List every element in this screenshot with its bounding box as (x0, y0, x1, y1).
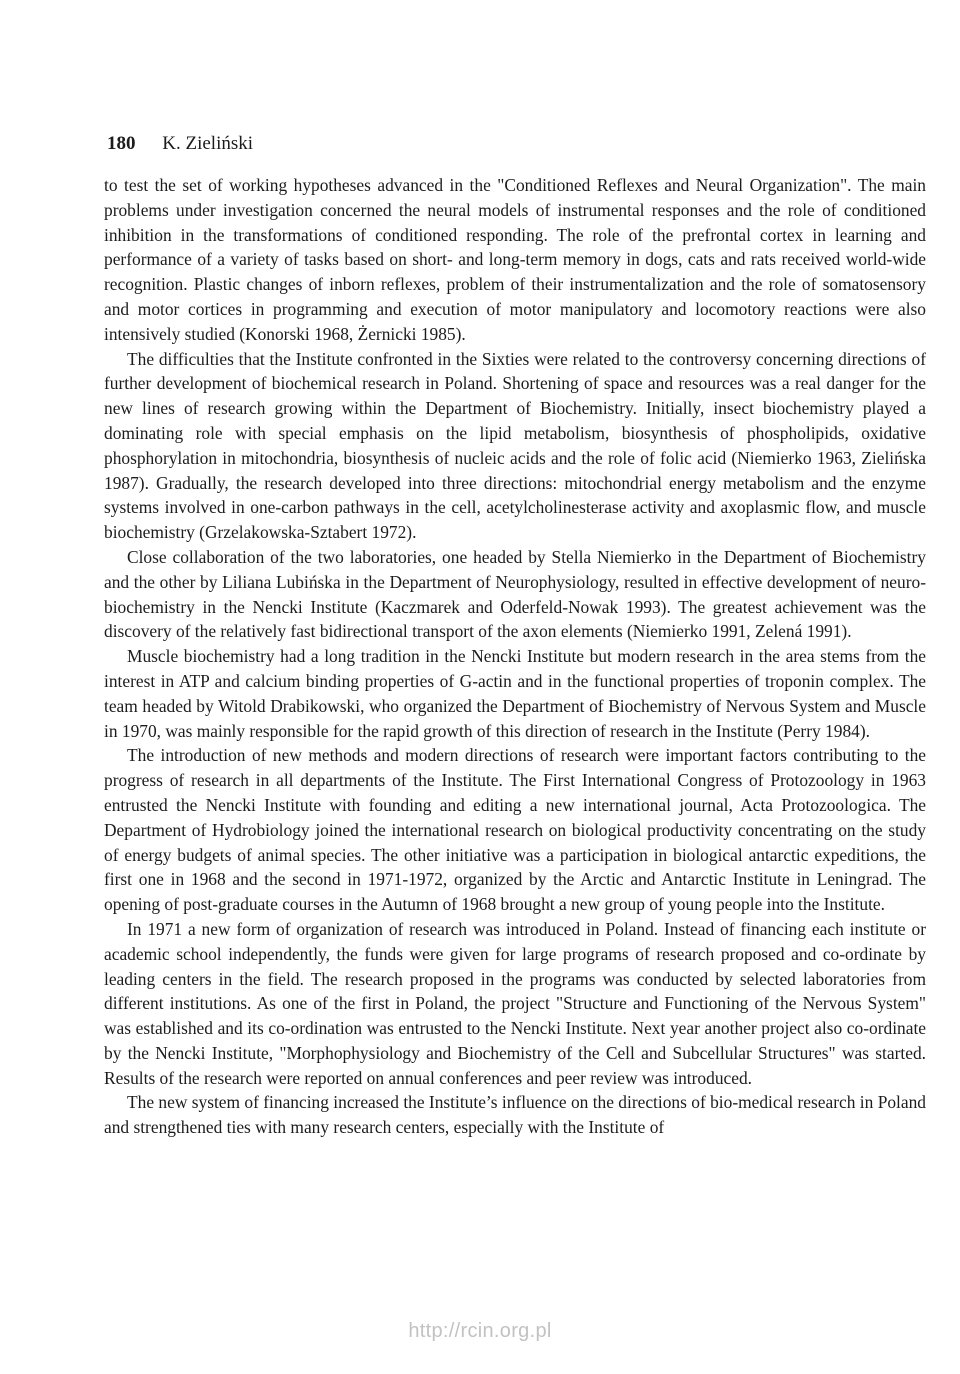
watermark-url: http://rcin.org.pl (408, 1320, 552, 1342)
page-number: 180 (107, 133, 136, 154)
paragraph: Muscle biochemistry had a long tradition in the Nencki Institute but modern research in the area stems from the interest in ATP and calcium binding properties of G-actin and in the functional properties of troponin complex. The team headed by Witold Drabikowski, who organized the Department of Biochemistry of Nervous System and Muscle in 1970, was mainly responsible for the rapid growth of this direction of research in the Institute (Perry 1984). (104, 646, 926, 741)
paragraph: In 1971 a new form of organization of research was introduced in Poland. Instead of financing each institute or academic school independently, the funds were given for large programs of research proposed and co-ordinate by leading centers in the field. The research proposed in the programs was conducted by selected laboratories from different institutions. As one of the first in Poland, the project "Structure and Functioning of the Nervous System" was established and its co-ordination was entrusted to the Nencki Institute. Next year another project also co-ordinate by the Nencki Institute, "Morphophysiology and Biochemistry of the Cell and Subcellular Structures" was started. Results of the research were reported on annual conferences and peer review was introduced. (104, 918, 926, 1088)
paragraph: The introduction of new methods and modern directions of research were important factors contributing to the progress of research in all departments of the Institute. The First International Congress of Protozoology in 1963 entrusted the Nencki Institute with founding and editing a new international journal, Acta Protozoologica. The Department of Hydrobiology joined the international research on biological productivity concentrating on the study of energy budgets of animal species. The other initiative was a participation in biological antarctic expeditions, the first one in 1968 and the second in 1971-1972, organized by the Arctic and Antarctic Institute in Leningrad. The opening of post-graduate courses in the Autumn of 1968 brought a new group of young people into the Institute. (104, 745, 926, 915)
paragraph: The difficulties that the Institute confronted in the Sixties were related to the controversy concerning directions of further development of biochemical research in Poland. Shortening of space and resources was a real danger for the new lines of research growing within the Department of Biochemistry. Initially, insect biochemistry played a dominating role with special emphasis on the lipid metabolism, biosynthesis of phospholipids, oxidative phosphorylation in mitochondria, biosynthesis of nucleic acids and the role of folic acid (Niemierko 1963, Zielińska 1987). Gradually, the research developed into three directions: mitochondrial energy metabolism and the enzyme systems involved in one-carbon pathways in the cell, acetylcholinesterase activity and axoplasmic flow, and muscle biochemistry (Grzelakowska-Sztabert 1972). (104, 348, 926, 543)
paragraph: to test the set of working hypotheses advanced in the "Conditioned Reflexes and Neural Organization". The main problems under investigation concerned the neural models of instrumental responses and the role of conditioned inhibition in the transformations of conditioned responding. The role of the prefrontal cortex in learning and performance of a variety of tasks based on short- and long-term memory in dogs, cats and rats received world-wide recognition. Plastic changes of inborn reflexes, problem of their instrumentalization and the role of somatosensory and motor cortices in programming and execution of motor manipulatory and locomotory reactions were also intensively studied (Konorski 1968, Żernicki 1985). (104, 175, 926, 344)
paragraph: The new system of financing increased the Institute’s influence on the directions of bio-medical research in Poland and strengthened ties with many research centers, especially with the Institute of (104, 1092, 926, 1138)
paragraph: Close collaboration of the two laboratories, one headed by Stella Niemierko in the Department of Biochemistry and the other by Liliana Lubińska in the Department of Neurophysiology, resulted in effective development of neuro-biochemistry in the Nencki Institute (Kaczmarek and Oderfeld-Nowak 1993). The greatest achievement was the discovery of the relatively fast bidirectional transport of the axon elements (Niemierko 1991, Zelená 1991). (104, 546, 926, 642)
running-header (107, 131, 253, 157)
running-author: K. Zieliński (162, 133, 254, 154)
body-text (104, 173, 926, 1140)
